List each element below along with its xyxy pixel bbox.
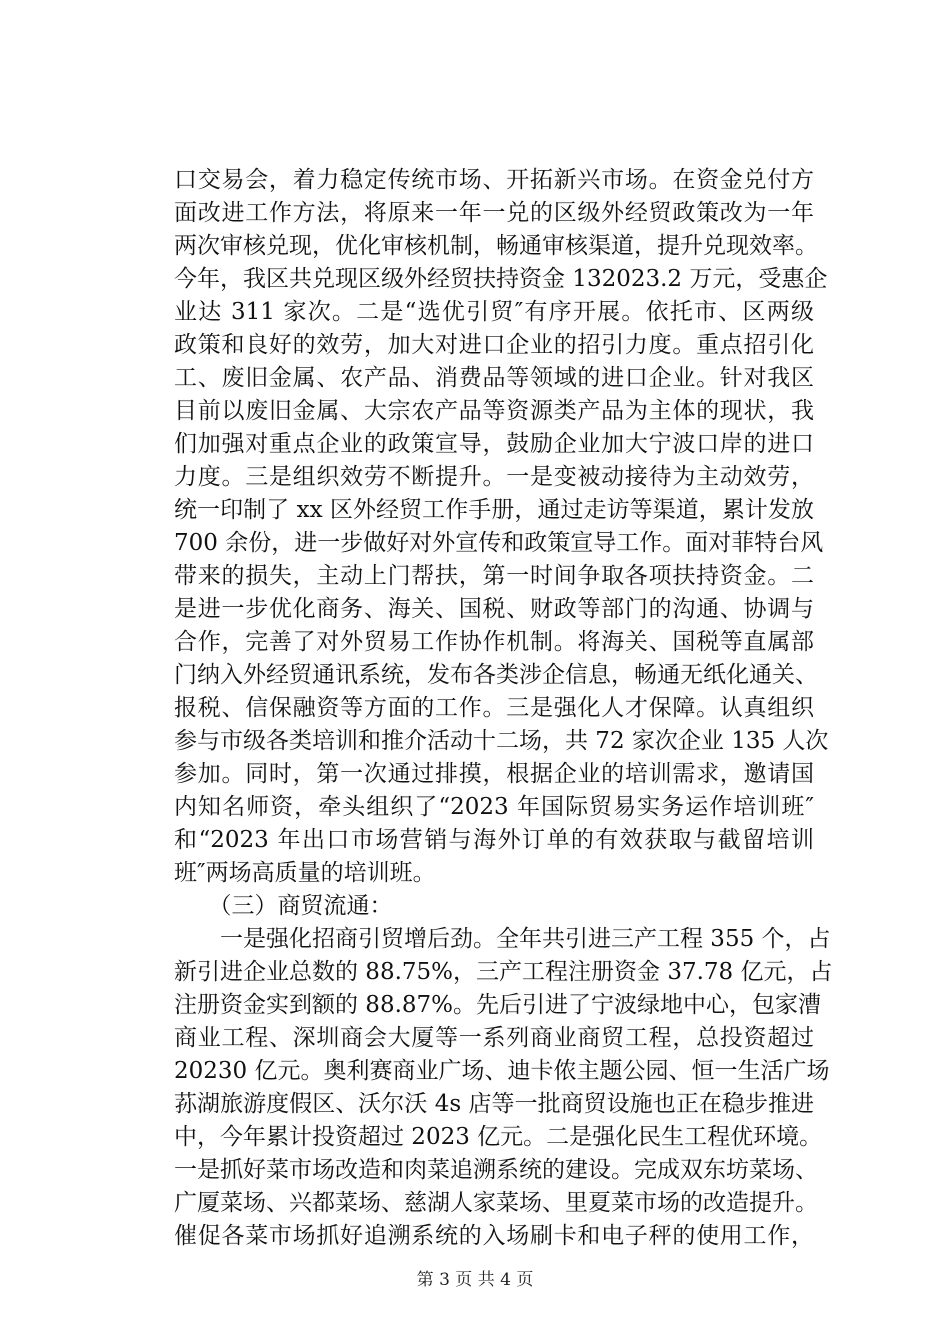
text-line: 参与市级各类培训和推介活动十二场，共 72 家次企业 135 人次 (174, 728, 829, 754)
page-footer (0, 1265, 950, 1290)
text-line: 业达 311 家次。二是“选优引贸″有序开展。依托市、区两级 (174, 299, 814, 325)
text-line: 700 余份，进一步做好对外宣传和政策宣导工作。面对菲特台风 (174, 530, 824, 556)
text-line: 和“2023 年出口市场营销与海外订单的有效获取与截留培训 (174, 827, 814, 853)
text-line: 工、废旧金属、农产品、消费品等领域的进口企业。针对我区 (174, 365, 814, 391)
text-line: 注册资金实到额的 88.87%。先后引进了宁波绿地中心，包家漕 (174, 992, 822, 1018)
text-line: 一是强化招商引贸增后劲。全年共引进三产工程 355 个，占 (174, 926, 831, 952)
text-line: 新引进企业总数的 88.75%，三产工程注册资金 37.78 亿元，占 (174, 959, 833, 985)
text-line: 内知名师资，牵头组织了“2023 年国际贸易实务运作培训班″ (174, 794, 814, 820)
text-line: 商业工程、深圳商会大厦等一系列商业商贸工程，总投资超过 (174, 1025, 814, 1051)
text-line: 合作，完善了对外贸易工作协作机制。将海关、国税等直属部 (174, 629, 814, 655)
text-line: 口交易会，着力稳定传统市场、开拓新兴市场。在资金兑付方 (174, 167, 814, 193)
text-line: 政策和良好的效劳，加大对进口企业的招引力度。重点招引化 (174, 332, 814, 358)
text-line: 面改进工作方法，将原来一年一兑的区级外经贸政策改为一年 (174, 200, 814, 226)
text-line: 荪湖旅游度假区、沃尔沃 4s 店等一批商贸设施也正在稳步推进 (174, 1091, 814, 1117)
section-heading: （三）商贸流通： (174, 893, 393, 919)
text-line: 中，今年累计投资超过 2023 亿元。二是强化民生工程优环境。 (174, 1124, 823, 1150)
text-line: 催促各菜市场抓好追溯系统的入场刷卡和电子秤的使用工作， (174, 1223, 814, 1249)
text-line: 是进一步优化商务、海关、国税、财政等部门的沟通、协调与 (174, 596, 814, 622)
text-line: 广厦菜场、兴都菜场、慈湖人家菜场、里夏菜市场的改造提升。 (174, 1190, 818, 1216)
text-line: 统一印制了 xx 区外经贸工作手册，通过走访等渠道，累计发放 (174, 497, 814, 523)
text-line: 班″两场高质量的培训班。 (174, 860, 436, 886)
page-number: 第 3 页 共 4 页 (416, 1270, 534, 1290)
text-line: 报税、信保融资等方面的工作。三是强化人才保障。认真组织 (174, 695, 814, 721)
text-line: 力度。三是组织效劳不断提升。一是变被动接待为主动效劳， (174, 464, 814, 490)
body-text (174, 164, 833, 1253)
text-line: 20230 亿元。奥利赛商业广场、迪卡侬主题公园、恒一生活广场 (174, 1058, 830, 1084)
text-line: 一是抓好菜市场改造和肉菜追溯系统的建设。完成双东坊菜场、 (174, 1157, 818, 1183)
text-line: 今年，我区共兑现区级外经贸扶持资金 132023.2 万元，受惠企 (174, 266, 828, 292)
text-line: 带来的损失，主动上门帮扶，第一时间争取各项扶持资金。二 (174, 563, 814, 589)
text-line: 两次审核兑现，优化审核机制，畅通审核渠道，提升兑现效率。 (174, 233, 818, 259)
text-line: 门纳入外经贸通讯系统，发布各类涉企信息，畅通无纸化通关、 (174, 662, 818, 688)
text-line: 目前以废旧金属、大宗农产品等资源类产品为主体的现状，我 (174, 398, 814, 424)
text-line: 们加强对重点企业的政策宣导，鼓励企业加大宁波口岸的进口 (174, 431, 814, 457)
text-line: 参加。同时，第一次通过排摸，根据企业的培训需求，邀请国 (174, 761, 814, 787)
